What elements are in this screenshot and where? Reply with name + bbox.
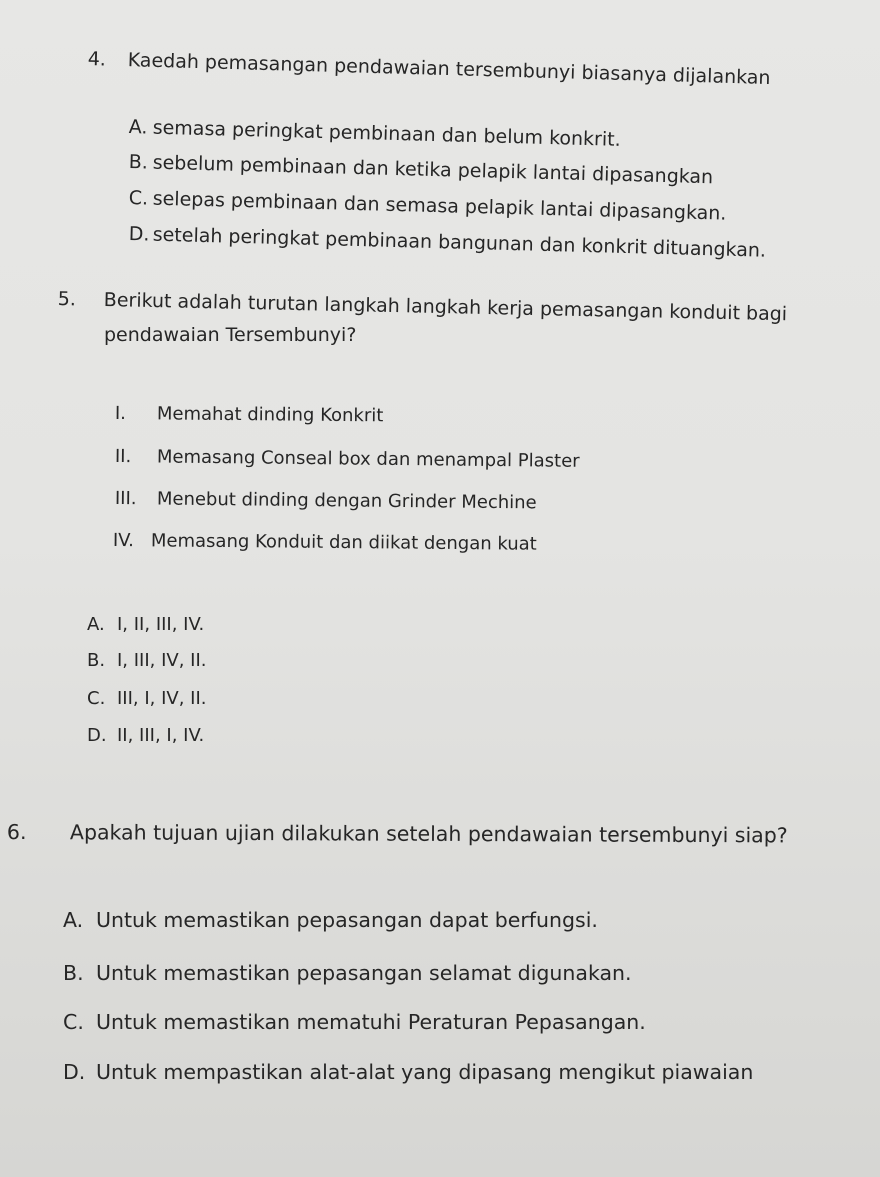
question-text: Berikut adalah turutan langkah langkah kerja pemasangan konduit bagi: [103, 288, 788, 326]
option-text: I, III, IV, II.: [117, 650, 207, 671]
option-text: Untuk memastikan pepasangan selamat digunakan.: [96, 961, 632, 985]
option-text: III, I, IV, II.: [117, 688, 207, 709]
step-numeral: IV.: [112, 530, 135, 552]
question-5-stem-line-2: [104, 326, 356, 345]
option-letter: A.: [63, 908, 84, 932]
question-text: Apakah tujuan ujian dilakukan setelah pendawaian tersembunyi siap?: [69, 820, 788, 848]
option-text: Untuk memastikan mematuhi Peraturan Pepasangan.: [96, 1010, 646, 1034]
step-numeral: II.: [114, 446, 132, 468]
option-letter: D.: [87, 725, 107, 746]
question-number: 5.: [57, 288, 77, 311]
option-c: [63, 1012, 646, 1033]
step-text: Memasang Konduit dan diikat dengan kuat: [150, 530, 537, 555]
option-letter: D.: [128, 223, 150, 246]
option-c: [129, 189, 727, 224]
step-text: Memahat dinding Konkrit: [156, 403, 384, 427]
option-text: sebelum pembinaan dan ketika pelapik lantai dipasangkan: [152, 151, 714, 189]
option-text: I, II, III, IV.: [117, 614, 205, 635]
question-5-stem-line-1: [58, 290, 788, 324]
option-text: II, III, I, IV.: [117, 725, 205, 746]
option-d: [63, 1062, 753, 1083]
option-b: [87, 652, 207, 670]
option-d: [87, 727, 204, 745]
option-a: [87, 616, 204, 634]
option-letter: A.: [87, 614, 105, 635]
option-letter: D.: [63, 1060, 86, 1084]
step-text: Memasang Conseal box dan menampal Plaster: [156, 446, 580, 472]
question-number: 6.: [6, 820, 27, 845]
option-a: [63, 910, 598, 931]
option-c: [87, 690, 207, 708]
option-letter: C.: [63, 1010, 84, 1034]
option-text: semasa peringkat pembinaan dan belum konkrit.: [152, 116, 621, 151]
question-number: 4.: [87, 48, 107, 71]
option-letter: A.: [128, 116, 148, 139]
option-d: [129, 225, 767, 261]
step-numeral: III.: [114, 488, 137, 510]
option-letter: B.: [128, 151, 149, 174]
question-6-stem: [7, 822, 788, 846]
option-text: Untuk memastikan pepasangan dapat berfungsi.: [96, 908, 598, 932]
option-text: selepas pembinaan dan semasa pelapik lantai dipasangkan.: [152, 187, 727, 225]
option-letter: C.: [87, 688, 106, 709]
step-i: [115, 405, 384, 425]
step-text: Menebut dinding dengan Grinder Mechine: [156, 488, 537, 514]
option-letter: C.: [128, 187, 149, 210]
question-text: Kaedah pemasangan pendawaian tersembunyi biasanya dijalankan: [127, 49, 771, 90]
option-text: setelah peringkat pembinaan bangunan dan konkrit dituangkan.: [152, 223, 767, 262]
option-b: [63, 963, 632, 984]
question-4-stem: [87, 50, 770, 88]
option-a: [129, 118, 621, 150]
option-letter: B.: [63, 961, 84, 985]
question-text: pendawaian Tersembunyi?: [104, 324, 357, 346]
option-text: Untuk mempastikan alat-alat yang dipasang mengikut piawaian: [96, 1060, 754, 1084]
step-ii: [115, 448, 580, 471]
step-iii: [115, 490, 537, 512]
option-b: [129, 153, 714, 187]
step-iv: [113, 532, 537, 554]
option-letter: B.: [87, 650, 106, 671]
step-numeral: I.: [114, 403, 127, 425]
